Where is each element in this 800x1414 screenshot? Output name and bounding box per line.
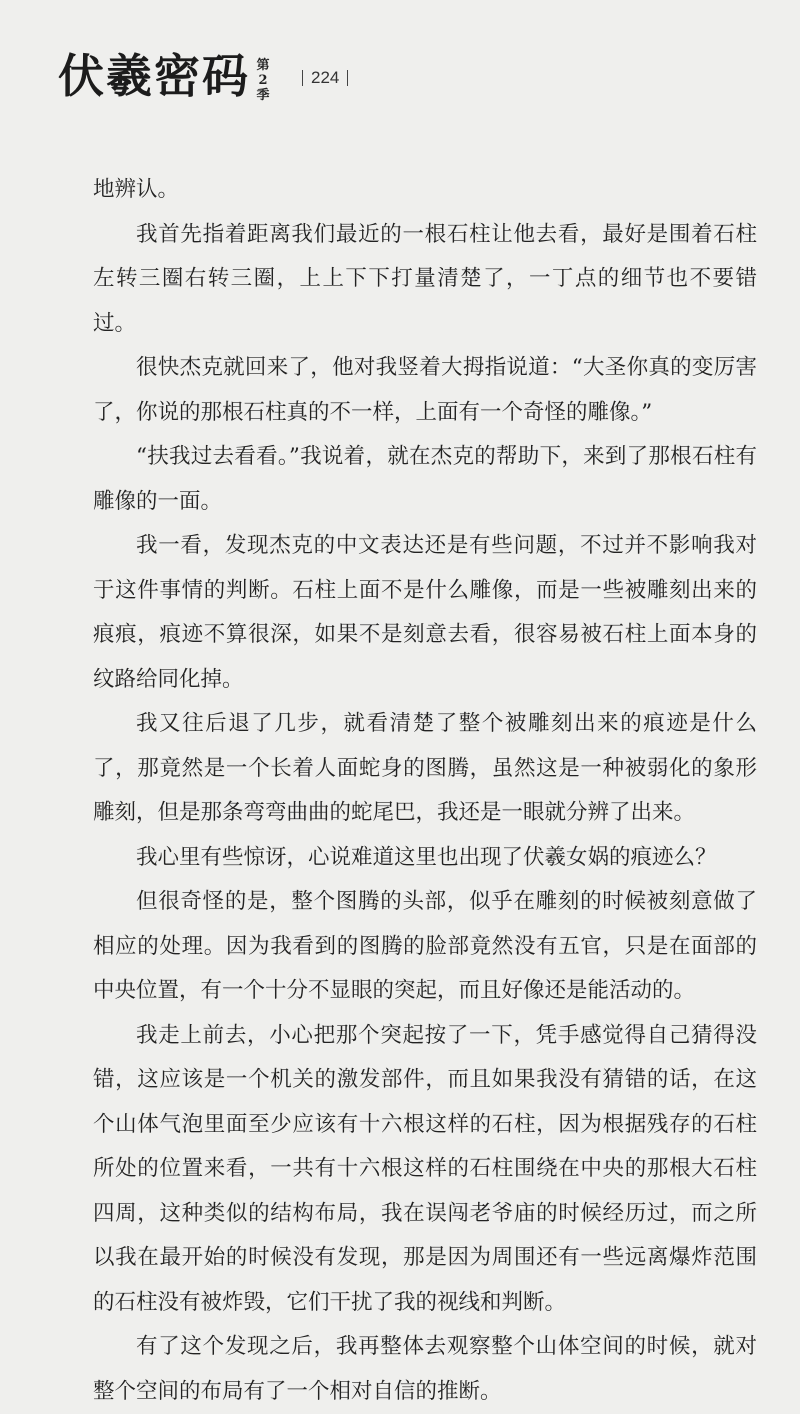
season-char: 2 [258,73,268,88]
paragraph: 我走上前去，小心把那个突起按了一下，凭手感觉得自己猜得没错，这应该是一个机关的激发部件，而且如果我没有猜错的话，在这个山体气泡里面至少应该有十六根这样的石柱，因为根据残存的石柱所处的位置来看，一共有十六根这样的石柱围绕在中央的那根大石柱四周，这种类似的结构布局，我在误闯老爷庙的时候经历过，而之所以我在最开始的时候没有发现，那是因为周围还有一些远离爆炸范围的石柱没有被炸毁，它们干扰了我的视线和判断。 [93,1022,757,1315]
paragraph: 我首先指着距离我们最近的一根石柱让他去看，最好是围着石柱左转三圈右转三圈，上上下下打量清楚了，一丁点的细节也不要错过。 [93,221,757,336]
season-label [254,58,272,103]
paragraph: 有了这个发现之后，我再整体去观察整个山体空间的时候，就对整个空间的布局有了一个相对自信的推断。 [93,1334,757,1404]
body-text [93,168,757,1414]
paragraph: “扶我过去看看。”我说着，就在杰克的帮助下，来到了那根石柱有雕像的一面。 [93,444,757,514]
season-char: 第 [256,58,270,73]
paragraph: 很快杰克就回来了，他对我竖着大拇指说道：“大圣你真的变厉害了，你说的那根石柱真的不一样，上面有一个奇怪的雕像。” [93,355,757,425]
page-number-value: 224 [311,68,340,87]
season-char: 季 [256,88,270,103]
paragraph: 我一看，发现杰克的中文表达还是有些问题，不过并不影响我对于这件事情的判断。石柱上面不是什么雕像，而是一些被雕刻出来的痕痕，痕迹不算很深，如果不是刻意去看，很容易被石柱上面本身的纹路给同化掉。 [93,533,757,692]
page-number [294,68,356,88]
divider [347,70,348,86]
paragraph: 地辨认。 [93,177,180,202]
paragraph: 我心里有些惊讶，心说难道这里也出现了伏羲女娲的痕迹么？ [136,844,717,870]
book-title: 伏羲密码 [58,49,250,103]
paragraph: 但很奇怪的是，整个图腾的头部，似乎在雕刻的时候被刻意做了相应的处理。因为我看到的图腾的脸部竟然没有五官，只是在面部的中央位置，有一个十分不显眼的突起，而且好像还是能活动的。 [93,889,757,1003]
page-header [58,48,356,104]
divider [302,70,303,86]
paragraph: 我又往后退了几步，就看清楚了整个被雕刻出来的痕迹是什么了，那竟然是一个长着人面蛇身的图腾，虽然这是一种被弱化的象形雕刻，但是那条弯弯曲曲的蛇尾巴，我还是一眼就分辨了出来。 [93,711,757,825]
